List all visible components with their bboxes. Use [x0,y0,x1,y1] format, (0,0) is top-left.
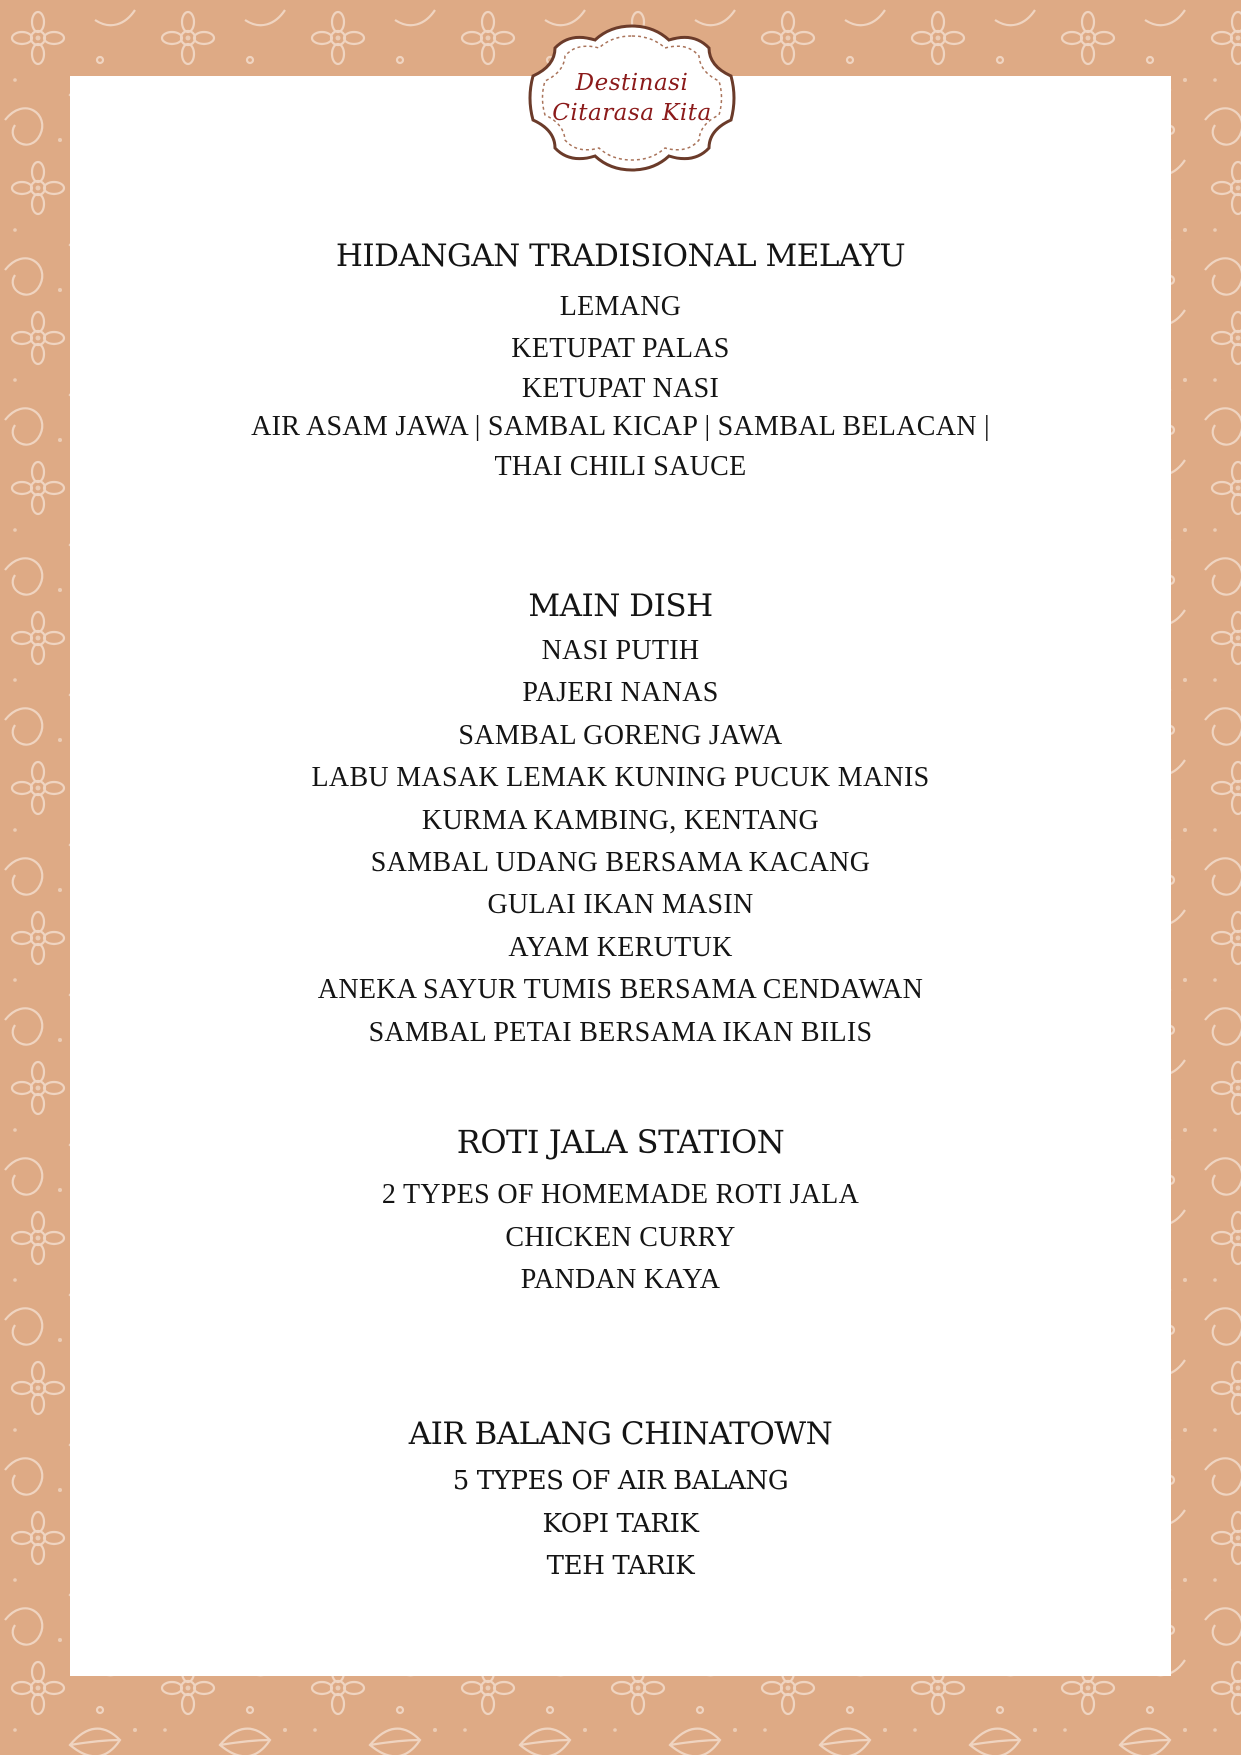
menu-list [70,286,1171,488]
section-title: MAIN DISH [528,588,713,624]
menu-item: ANEKA SAYUR TUMIS BERSAMA CENDAWAN [317,974,924,1006]
menu-item: CHICKEN CURRY [505,1221,736,1253]
menu-item: TEH TARIK [546,1551,695,1581]
menu-item: NASI PUTIH [541,635,700,666]
menu-item: 2 TYPES OF HOMEMADE ROTI JALA [381,1179,860,1210]
menu-item: KURMA KAMBING, KENTANG [421,804,820,836]
menu-list [70,1174,1171,1302]
destinasi-citarasa-kita-logo [519,18,745,178]
section-air-balang-chinatown [70,1414,1171,1588]
menu-item: THAI CHILI SAUCE [494,451,747,482]
section-main-dish [70,586,1171,1054]
menu-list [70,630,1171,1054]
menu-item: GULAI IKAN MASIN [487,889,754,921]
menu-item: AYAM KERUTUK [508,931,733,963]
logo-text-line2: Citarasa Kita [552,100,712,126]
menu-item: LABU MASAK LEMAK KUNING PUCUK MANIS [311,762,930,794]
logo-badge-shape [519,18,745,178]
menu-item: KOPI TARIK [542,1508,699,1539]
menu-item: PANDAN KAYA [520,1264,721,1295]
menu-item: 5 TYPES OF AIR BALANG [452,1466,789,1496]
section-title: AIR BALANG CHINATOWN [408,1416,833,1452]
menu-list [70,1460,1171,1588]
section-title: HIDANGAN TRADISIONAL MELAYU [335,238,906,274]
menu-item: KETUPAT NASI [521,373,720,404]
menu-item: LEMANG [559,291,682,322]
menu-item: SAMBAL UDANG BERSAMA KACANG [370,847,871,879]
menu-item: AIR ASAM JAWA | SAMBAL KICAP | SAMBAL BELACAN | [251,411,990,442]
section-hidangan-tradisional [70,236,1171,488]
menu-item: KETUPAT PALAS [511,333,730,364]
logo-text-line1: Destinasi [575,70,689,96]
section-title: ROTI JALA STATION [456,1123,785,1161]
menu-item: PAJERI NANAS [522,677,719,709]
section-roti-jala-station [70,1122,1171,1302]
menu-item: SAMBAL GORENG JAWA [458,719,783,751]
menu-item: SAMBAL PETAI BERSAMA IKAN BILIS [368,1016,873,1048]
